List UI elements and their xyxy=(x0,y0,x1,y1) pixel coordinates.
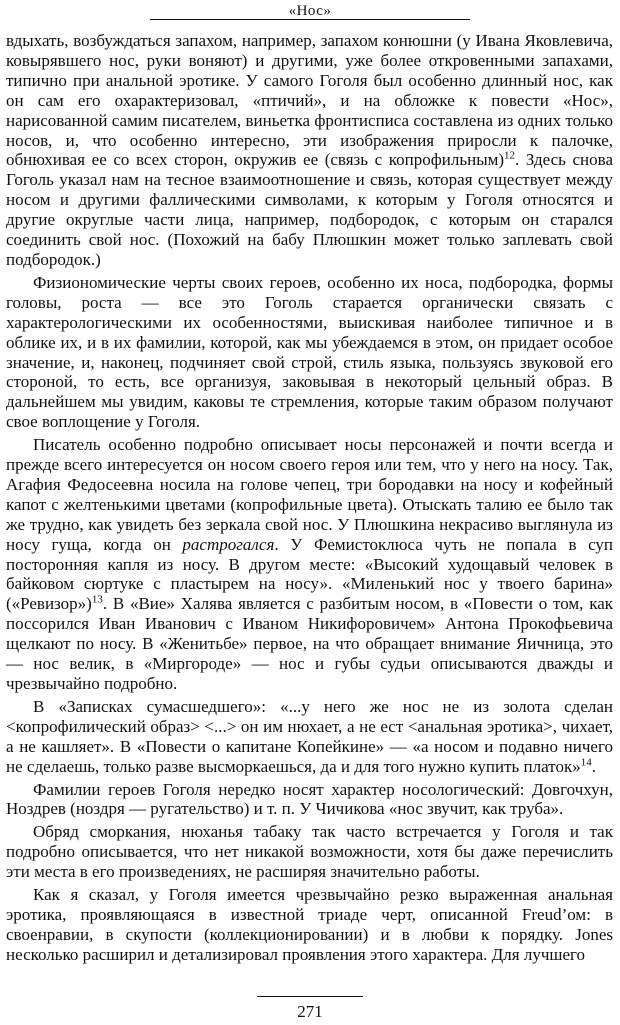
text-run: Обряд сморкания, нюханья табаку так часто встречается у Гоголя и так подробно описывается, что нет никакой возможности, хотя бы даже перечислить эти места в его произведениях, не расширяя значительно работы. xyxy=(6,822,613,882)
text-run: . xyxy=(591,756,596,776)
footnote-ref: 12 xyxy=(504,149,516,162)
text-run: Фамилии героев Гоголя нередко носят характер носологический: Довгочхун, Ноздрев (ноздря — ругательство) и т. п. У Чичикова «нос звучит, как труба». xyxy=(6,779,613,819)
text-run: вдыхать, возбуждаться запахом, например, запахом конюшни (у Ивана Яковлевича, ковырявшего нос, руки воняют) и другими, уже более откровенными запахами, типично при анальной эротике. У самого Гоголя был особенно длинный нос, как он сам его охарактеризовал, «птичий», и на обложке к повести «Нос», нарисованной самим писателем, виньетка фронтисписа составлена из одних только носов, и, что особенно интересно, эти изображения приросли к палочке, обнюхивая ее со всех сторон, окружив ее (связь с копрофильным) xyxy=(6,31,613,170)
text-run: В «Записках сумасшедшего»: «...у него же нос не из золота сделан <копрофилический образ> <...> он им нюхает, а не ест <анальная эротика>, чихает, а не кашляет». В «Повести о капитане Копейкине» — «а носом и подавно ничего не сделаешь, только разве высморкаешься, да и для того нужно купить платок» xyxy=(6,696,613,776)
page-number: 271 xyxy=(297,1002,323,1021)
text-run: . У Фемистоклюса чуть не попала в суп посторонняя капля из носу. В другом месте: «Высокий худощавый человек в байковом сюртуке с пластырем на носу». «Миленький нос у твоего барина» («Ревизор») xyxy=(6,534,613,614)
running-head: «Нос» xyxy=(288,3,332,19)
footnote-ref: 13 xyxy=(91,593,103,606)
italic-text: растрогался xyxy=(182,534,275,554)
body-text xyxy=(6,31,613,965)
text-run: . В «Вие» Халява является с разбитым носом, в «Повести о том, как поссорился Иван Иванович с Иваном Никифоровичем» Антона Прокофьевича щелкают по носу. В «Женитьбе» первое, на что обращает внимание Яичница, это — нос велик, в «Миргороде» — нос и губы судьи описываются дважды и чрезвычайно подробно. xyxy=(6,594,613,693)
paragraph-3 xyxy=(6,435,613,694)
footer-rule xyxy=(257,996,363,997)
paragraph-1 xyxy=(6,31,613,270)
header-rule xyxy=(150,19,470,20)
paragraph-7 xyxy=(6,885,613,965)
text-run: Физиономические черты своих героев, особенно их носа, подбородка, формы головы, роста — все это Гоголь старается органически связать с характерологическими их особенностями, выискивая наиболее типичное и в облике их, и в их фамилии, которой, как мы убеждаемся в этом, он придает особое значение, и, наконец, подчиняет свой строй, стиль языка, пользуясь звуковой его стороной, то есть, все организуя, заковывая в некоторый цельный образ. В дальнейшем мы увидим, каковы те стремления, которые таким образом получают свое воплощение у Гоголя. xyxy=(6,272,613,432)
paragraph-2 xyxy=(6,273,613,432)
paragraph-5 xyxy=(6,780,613,820)
footnote-ref: 14 xyxy=(580,755,592,768)
text-run: Писатель особенно подробно описывает носы персонажей и почти всегда и прежде всего интересуется он носом своего героя или тем, что у него на носу. Так, Агафия Федосеевна носила на голове чепец, три бородавки на носу и кофейный капот с желтенькими цветами (копрофильные цвета). Отыскать талию ее было так же трудно, как увидеть без зеркала свой нос. У Плюшкина некрасиво выглянула из носу гуща, когда он xyxy=(6,435,613,554)
paragraph-6 xyxy=(6,822,613,882)
paragraph-4 xyxy=(6,697,613,777)
text-run: Как я сказал, у Гоголя имеется чрезвычайно резко выраженная анальная эротика, проявляющаяся в известной триаде черт, описанной Freud’ом: в своенравии, в скупости (коллекционировании) и в любви к порядку. Jones несколько расширил и детализировал проявления этого характера. Для лучшего xyxy=(6,885,613,964)
text-run: . Здесь снова Гоголь указал нам на тесное взаимоотношение и связь, которая существует между носом и другими фаллическими символами, к которым у Гоголя относятся и другие округлые части лица, например, подбородок, с которым он старался соединить свой нос. (Похожий на бабу Плюшкин может только заплевать свой подбородок.) xyxy=(6,150,613,269)
